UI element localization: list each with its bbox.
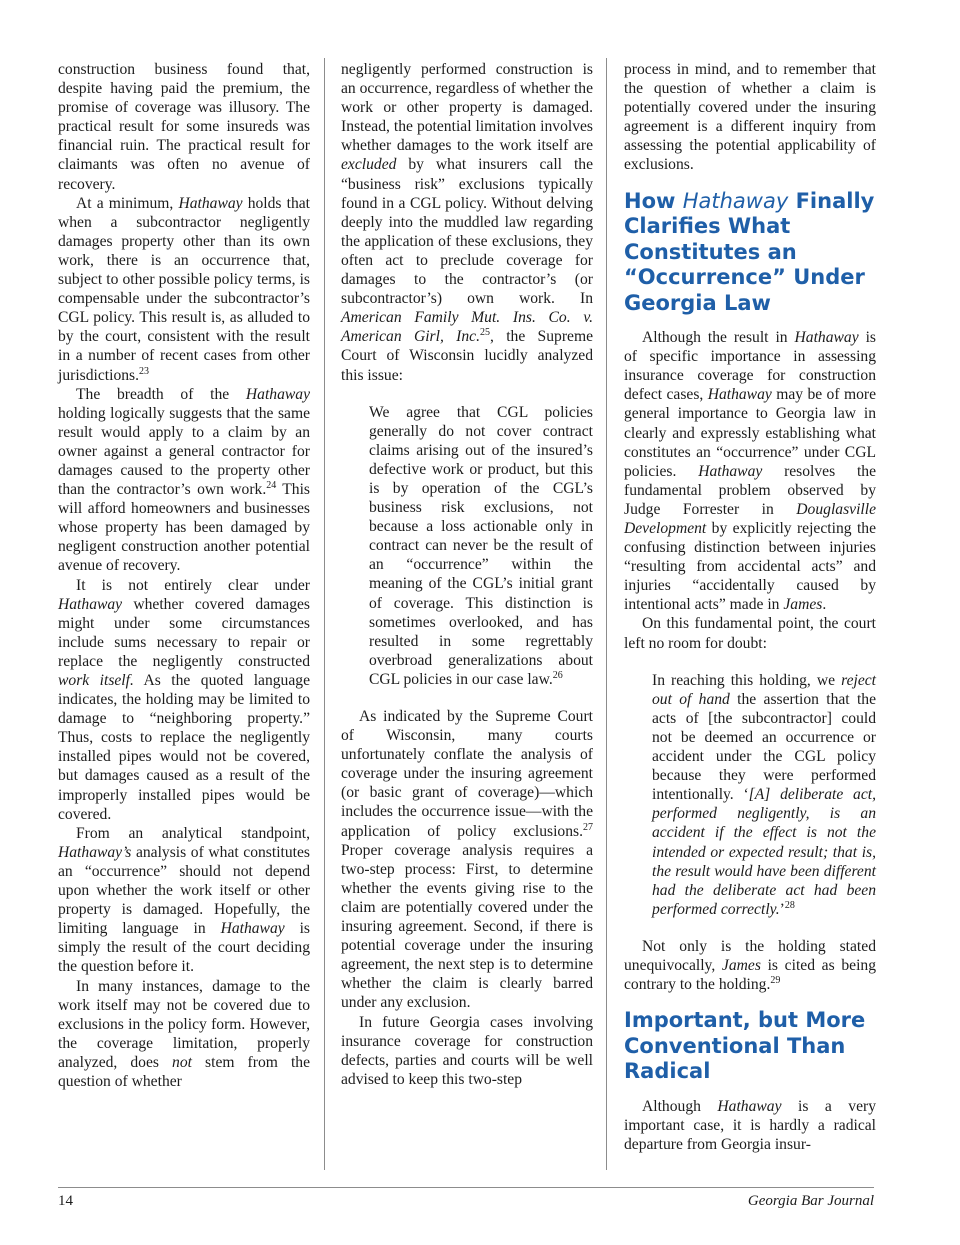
paragraph: In future Georgia cases involving insurance coverage for construction defects, parties and courts will be well advised to keep this two-step — [341, 1013, 593, 1088]
section-heading: How Hathaway Finally Clarifies What Constitutes an “Occurrence” Under Georgia Law — [624, 188, 875, 315]
paragraph: As indicated by the Supreme Court of Wisconsin, many courts unfortunately conflate the analysis of coverage under the insuring agreement (or basic grant of coverage)—which includes the occurrence issue—with the application of policy exclusions.$^{27}$ Proper coverage analysis requires a two-step process: First, to determine whether the events giving rise to the claim are potentially covered under the insuring agreement. Second, if there is potential coverage under the insuring agreement, the next step is to determine whether the claim is clearly barred under any exclusion. — [341, 708, 593, 1012]
footnote-ref: 25 — [479, 327, 490, 339]
column-1 — [58, 60, 310, 1091]
footnote-ref: 27 — [583, 821, 593, 833]
paragraph: process in mind, and to remember that the question of whether a claim is potentially covered under the insuring agreement is a different inquiry from assessing the potential applicability of exclusions. — [624, 61, 876, 174]
paragraph: Not only is the holding stated unequivocally, James is cited as being contrary to the holding.$^{29}$ — [624, 937, 877, 994]
paragraph: negligently performed construction is an occurrence, regardless of whether the work or other property is damaged. Instead, the potential limitation involves whether damages to the work itself are excluded by what insurers call the “business risk” exclusions typically found in a CGL policy. Without delving deeply into the muddled law regarding the application of these exclusions, they often act to preclude coverage for damages to the contractor’s (or subcontractor’s) own work. In American Family Mut. Ins. Co. v. American Girl, Inc.$^{25}$, the Supreme Court of Wisconsin lucidly analyzed this issue: — [341, 61, 593, 384]
column-divider — [324, 58, 325, 1170]
footnote-ref: 28 — [784, 899, 795, 911]
paragraph: It is not entirely clear under Hathaway whether covered damages might under some circumstances include sums necessary to repair or replace the negligently constructed work itself. As the quoted language indicates, the holding may be limited to damage to “neighboring property.” Thus, costs to replace the negligently installed pipes would not be covered, but damages caused as a result of the improperly installed pipes would be covered. — [58, 576, 310, 823]
column-2 — [341, 60, 593, 1089]
paragraph: From an analytical standpoint, Hathaway’s analysis of what constitutes an “occurrence” should not depend upon whether the work itself or other property is damaged. Hopefully, the limiting language in Hathaway is simply the result of the court deciding the question before it. — [58, 824, 310, 976]
paragraph: At a minimum, Hathaway holds that when a subcontractor negligently damages property other than its own work, there is an occurrence that, subject to other possible policy terms, is compensable under the subcontractor’s CGL policy. This result is, as alluded to by the court, consistent with the result in a number of recent cases from other jurisdictions.$^{23}$ — [58, 194, 310, 384]
paragraph: Although the result in Hathaway is of specific importance in assessing insurance coverage for construction defect cases, Hathaway may be of more general importance to Georgia law in clearly and expressly establishing what constitutes an “occurrence” under CGL policies. Hathaway resolves the fundamental problem observed by Judge Forrester in Douglasville Development by explicitly rejecting the confusing distinction between injuries “resulting from accidental acts” and injuries “accidentally caused by intentional acts” made in James. — [624, 329, 876, 614]
paragraph: In many instances, damage to the work itself may not be covered due to exclusions in the policy form. However, the coverage limitation, properly analyzed, does not stem from the question of whether — [58, 977, 310, 1090]
journal-title: Georgia Bar Journal — [747, 1193, 874, 1209]
paragraph: construction business found that, despite having paid the premium, the promise of coverage was illusory. The practical result for some insureds was financial ruin. The practical result for claimants was often no avenue of recovery. — [58, 61, 310, 193]
block-quote: In reaching this holding, we reject out of hand the assertion that the acts of [the subcontractor] could not be deemed an occurrence or accident under the CGL policy because they were performed intentionally. ‘[A] deliberate act, performed negligently, is an accident if the effect is not the intended or expected result; that is, the result would have been different had the deliberate act had been performed correctly.’$^{28}$ — [652, 671, 876, 918]
block-quote: We agree that CGL policies generally do not cover contract claims arising out of the insured’s defective work or product, but this is by operation of the CGL’s business risk exclusions, not because a loss actionable only in contract can never be the result of an “occurrence” within the meaning of the CGL’s initial grant of coverage. This distinction is sometimes overlooked, and has resulted in some regrettably overbroad generalizations about CGL policies in our case law.$^{26}$ — [369, 403, 593, 688]
footnote-ref: 23 — [139, 365, 149, 377]
paragraph: The breadth of the Hathaway holding logically suggests that the same result would apply to a claim by an owner against a general contractor for damages caused to the property other than the contractor’s own work.$^{24}$ This will afford homeowners and businesses whose property has been damaged by negligent construction another potential avenue of recovery. — [58, 385, 310, 575]
footer-rule — [58, 1187, 874, 1188]
column-divider — [606, 58, 607, 1170]
footnote-ref: 24 — [266, 480, 277, 492]
footnote-ref: 26 — [552, 669, 563, 681]
column-3 — [624, 60, 876, 1154]
footnote-ref: 29 — [770, 975, 781, 987]
paragraph: On this fundamental point, the court left no room for doubt: — [624, 615, 876, 652]
paragraph: Although Hathaway is a very important case, it is hardly a radical departure from Georgia insur- — [624, 1097, 876, 1153]
section-heading: Important, but More Conventional Than Radical — [624, 1008, 866, 1084]
page-number: 14 — [58, 1193, 73, 1209]
